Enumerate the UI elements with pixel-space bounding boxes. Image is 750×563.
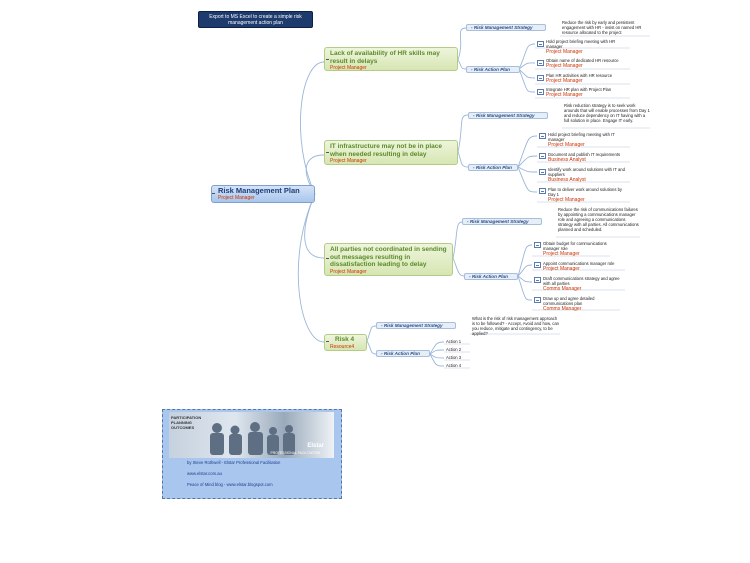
action-text: Hold project briefing meeting with IT manager bbox=[548, 132, 615, 142]
action-text: Identify work around solutions with IT and suppliers bbox=[548, 167, 625, 177]
action-text: Hold project briefing meeting with HR manager bbox=[546, 39, 616, 49]
elstar-logo: Elstar bbox=[307, 443, 324, 449]
banner-tagline: PARTICIPATION PLANNING OUTCOMES bbox=[171, 415, 202, 430]
action-resource: Project Manager bbox=[548, 197, 585, 203]
action-plan-label-text: Risk Action Plan bbox=[471, 274, 508, 279]
risk-2-action-4[interactable] bbox=[548, 187, 630, 203]
risk-1-action-plan-label[interactable]: - Risk Action Plan bbox=[466, 66, 520, 73]
task-icon bbox=[534, 277, 541, 283]
risk-4-strategy-note: What is the risk of risk management approach is to be followed? - Accept, Avoid and how, can you reduce, mitigate and contingency, to be applied? bbox=[472, 316, 559, 336]
risk-2-action-1[interactable] bbox=[548, 132, 630, 148]
risk-2-strategy-label[interactable]: - Risk Management Strategy bbox=[468, 112, 548, 119]
central-topic-resource: Project Manager bbox=[218, 195, 255, 201]
risk-resource: Project Manager bbox=[330, 158, 367, 164]
website-link[interactable]: www.elstar.com.au bbox=[187, 471, 222, 476]
action-resource: Project Manager bbox=[546, 92, 583, 98]
risk-1-action-3[interactable] bbox=[546, 73, 630, 84]
strategy-label-text: Risk Management Strategy bbox=[383, 323, 443, 328]
risk-1-action-2[interactable] bbox=[546, 58, 630, 69]
risk-resource: Project Manager bbox=[330, 268, 367, 275]
risk-topic-4[interactable] bbox=[324, 334, 367, 351]
risk-3-action-plan-label[interactable]: - Risk Action Plan bbox=[464, 273, 518, 280]
risk-2-action-2[interactable] bbox=[548, 152, 630, 163]
strategy-label-text: Risk Management Strategy bbox=[475, 113, 535, 118]
collapse-risk-4-icon[interactable] bbox=[326, 341, 329, 342]
central-topic-title: Risk Management Plan bbox=[218, 186, 300, 195]
action-resource: Project Manager bbox=[546, 49, 583, 55]
action-resource: Project Manager bbox=[543, 266, 580, 272]
risk-4-action-2[interactable]: Action 2 bbox=[446, 347, 462, 352]
risk-1-strategy-note: Reduce the risk by early and persistent engagement with HR - insist on named HR resource allocated to the project bbox=[562, 20, 642, 35]
action-resource: Project Manager bbox=[546, 78, 583, 84]
action-text: Obtain budget for communications manager role bbox=[543, 241, 607, 251]
action-resource: Project Manager bbox=[546, 63, 583, 69]
risk-1-action-4[interactable] bbox=[546, 87, 630, 98]
action-resource: Project Manager bbox=[548, 142, 585, 148]
risk-title: Lack of availability of HR skills may result in delays bbox=[330, 50, 440, 65]
risk-4-strategy-label[interactable]: - Risk Management Strategy bbox=[376, 322, 456, 329]
risk-resource: Project Manager bbox=[330, 65, 367, 71]
action-resource: Comms Manager bbox=[543, 286, 582, 292]
action-text: Draft communications strategy and agree with all parties bbox=[543, 276, 620, 286]
risk-3-strategy-note: Reduce the risk of communications failures by appointing a communications manager role and agreeing a communications strategy with all parties. All communications planned and scheduled. bbox=[558, 207, 639, 232]
risk-1-action-1[interactable] bbox=[546, 39, 630, 55]
task-icon bbox=[534, 262, 541, 268]
action-text: Plan HR activities with HR resource bbox=[546, 73, 613, 78]
risk-resource: Resource4 bbox=[330, 343, 355, 350]
action-resource: Project Manager bbox=[543, 251, 580, 257]
risk-title: IT infrastructure may not be in place when needed resulting in delay bbox=[330, 143, 442, 158]
risk-4-action-1[interactable]: Action 1 bbox=[446, 339, 462, 344]
action-resource: Business Analyst bbox=[548, 177, 586, 183]
task-icon bbox=[539, 153, 546, 159]
risk-topic-1[interactable] bbox=[324, 47, 458, 71]
task-icon bbox=[539, 188, 546, 194]
risk-topic-3[interactable] bbox=[324, 243, 453, 276]
task-icon bbox=[539, 169, 546, 175]
elstar-banner-image bbox=[169, 412, 334, 458]
action-plan-label-text: Risk Action Plan bbox=[475, 165, 512, 170]
elstar-logo-subtitle: PROFESSIONAL FACILITATION bbox=[270, 451, 320, 455]
collapse-risk-3-icon[interactable] bbox=[326, 258, 329, 259]
risk-topic-2[interactable] bbox=[324, 140, 458, 165]
action-text: Integrate HR plan with Project Plan bbox=[546, 87, 612, 92]
action-plan-label-text: Risk Action Plan bbox=[473, 67, 510, 72]
risk-3-action-3[interactable] bbox=[543, 276, 625, 292]
blog-link[interactable]: Peace of Mind blog - www.elstar.blogspot.com bbox=[187, 482, 273, 487]
risk-4-action-4[interactable]: Action 4 bbox=[446, 363, 462, 368]
collapse-root-icon[interactable] bbox=[212, 193, 215, 194]
task-icon bbox=[537, 60, 544, 66]
action-resource: Business Analyst bbox=[548, 157, 586, 163]
action-text: Appoint communications manager role bbox=[543, 261, 615, 266]
risk-title: Risk 4 bbox=[335, 336, 355, 343]
risk-3-action-2[interactable] bbox=[543, 261, 627, 272]
action-text: Document and publish IT requirements bbox=[548, 152, 621, 157]
author-credit: by Steve Rothwell - Elstar Professional Facilitation bbox=[187, 460, 281, 465]
task-icon bbox=[537, 75, 544, 81]
risk-1-strategy-label[interactable]: - Risk Management Strategy bbox=[466, 24, 546, 31]
strategy-label-text: Risk Management Strategy bbox=[473, 25, 533, 30]
risk-4-action-plan-label[interactable]: - Risk Action Plan bbox=[376, 350, 430, 357]
task-icon bbox=[539, 133, 546, 139]
risk-3-action-1[interactable] bbox=[543, 241, 613, 257]
collapse-risk-2-icon[interactable] bbox=[326, 152, 329, 153]
central-topic[interactable] bbox=[211, 185, 315, 203]
risk-4-action-3[interactable]: Action 3 bbox=[446, 355, 462, 360]
risk-3-strategy-label[interactable]: - Risk Management Strategy bbox=[462, 218, 542, 225]
action-resource: Comms Manager bbox=[543, 306, 582, 312]
risk-2-action-plan-label[interactable]: - Risk Action Plan bbox=[468, 164, 518, 171]
action-text: Draw up and agree detailed communications plan bbox=[543, 296, 595, 306]
action-plan-label-text: Risk Action Plan bbox=[383, 351, 420, 356]
risk-title: All parties not coordinated in sending out messages resulting in dissatisfaction leading to delay bbox=[330, 246, 447, 268]
action-text: Plan to deliver work around solutions by Day 1 bbox=[548, 187, 623, 197]
risk-2-strategy-note: Risk reduction strategy is to seek work arounds that will enable processes from Day 1 and reduce dependency on IT having with a full solution in place. Engage IT early. bbox=[564, 103, 650, 123]
task-icon bbox=[537, 41, 544, 47]
task-icon bbox=[534, 242, 541, 248]
strategy-label-text: Risk Management Strategy bbox=[469, 219, 529, 224]
action-text: Obtain name of dedicated HR resource bbox=[546, 58, 619, 63]
task-icon bbox=[534, 297, 541, 303]
risk-3-action-4[interactable] bbox=[543, 296, 623, 312]
task-icon bbox=[537, 89, 544, 95]
export-to-excel-button[interactable]: Export to MS Excel to create a simple risk management action plan bbox=[198, 11, 313, 28]
risk-2-action-3[interactable] bbox=[548, 167, 630, 183]
collapse-risk-1-icon[interactable] bbox=[326, 59, 329, 60]
